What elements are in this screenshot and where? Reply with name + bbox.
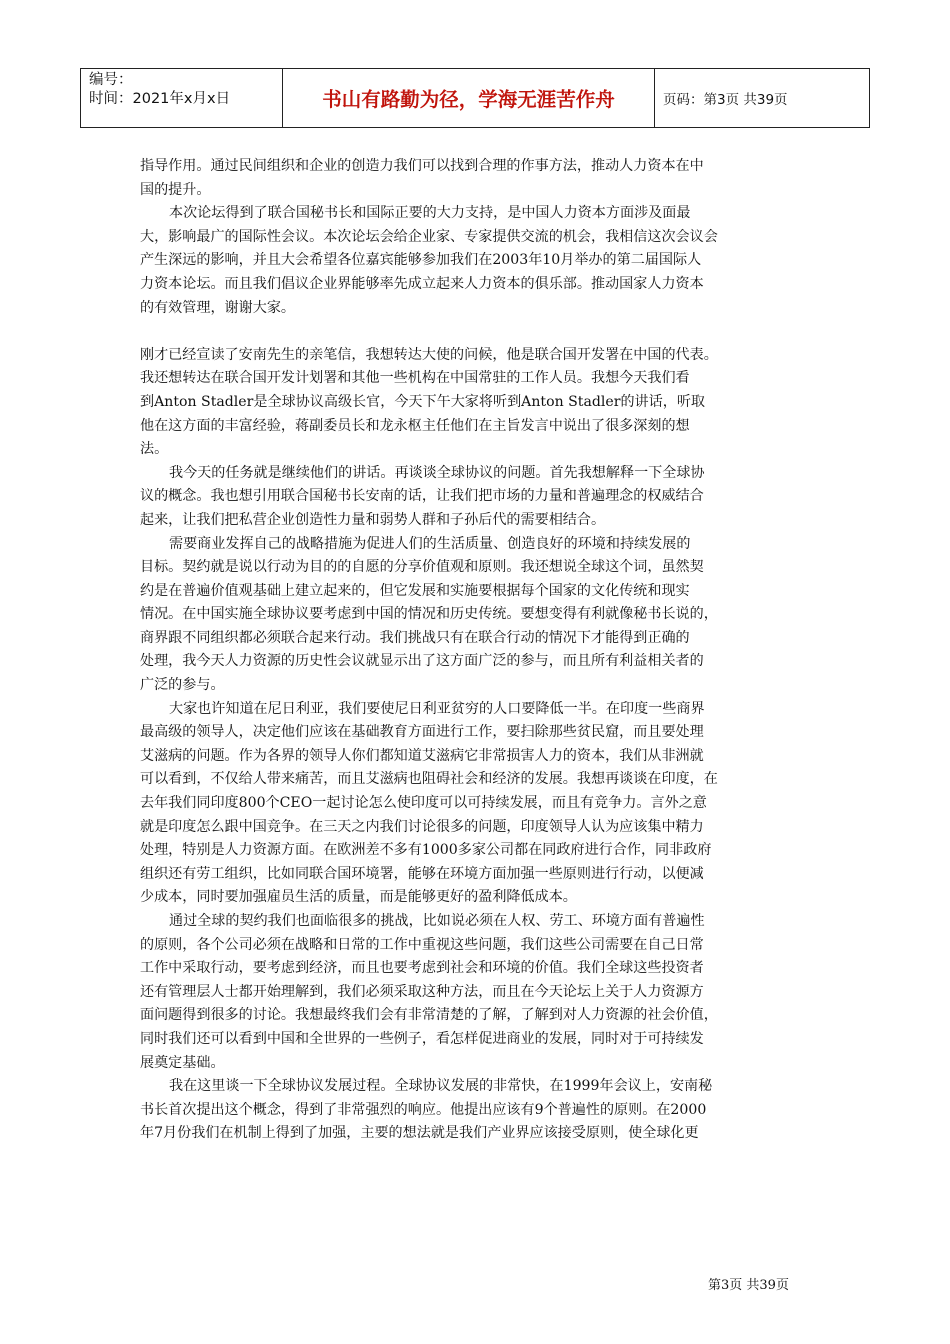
text-line: 刚才已经宣读了安南先生的亲笔信，我想转达大使的问候，他是联合国开发署在中国的代表。 <box>140 346 718 363</box>
text-line: 就是印度怎么跟中国竞争。在三天之内我们讨论很多的问题，印度领导人认为应该集中精力 <box>140 818 704 835</box>
text-line: 还有管理层人士都开始理解到，我们必须采取这种方法，而且在今天论坛上关于人力资源方 <box>140 983 704 1000</box>
text-line: 少成本，同时要加强雇员生活的质量，而是能够更好的盈利降低成本。 <box>140 889 577 906</box>
text-line: 大，影响最广的国际性会议。本次论坛会给企业家、专家提供交流的机会，我相信这次会议会 <box>140 228 718 245</box>
text-line: 面问题得到很多的讨论。我想最终我们会有非常清楚的了解，了解到对人力资源的社会价值， <box>140 1007 718 1024</box>
header-page-number: 页码：第3页 共39页 <box>663 92 788 108</box>
text-line: 可以看到，不仅给人带来痛苦，而且艾滋病也阻碍社会和经济的发展。我想再谈谈在印度，在 <box>140 771 718 788</box>
text-line: 去年我们同印度800个CEO一起讨论怎么使印度可以可持续发展，而且有竞争力。言外之意 <box>140 795 707 812</box>
text-line: 工作中采取行动，要考虑到经济，而且也要考虑到社会和环境的价值。我们全球这些投资者 <box>140 960 704 977</box>
text-line: 国的提升。 <box>140 181 211 198</box>
text-line: 起来，让我们把私营企业创造性力量和弱势人群和子孙后代的需要相结合。 <box>140 511 606 528</box>
text-line: 目标。契约就是说以行动为目的的自愿的分享价值观和原则。我还想说全球这个词，虽然契 <box>140 559 704 576</box>
blank-line <box>140 320 812 344</box>
text-line: 产生深远的影响，并且大会希望各位嘉宾能够参加我们在2003年10月举办的第二届国际人 <box>140 252 702 269</box>
text-line: 书长首次提出这个概念，得到了非常强烈的响应。他提出应该有9个普遍性的原则。在2000 <box>140 1101 707 1118</box>
text-line: 我还想转达在联合国开发计划署和其他一些机构在中国常驻的工作人员。我想今天我们看 <box>140 370 690 387</box>
date-label: 时间：2021年x月x日 <box>89 91 231 107</box>
text-line: 我今天的任务就是继续他们的讲话。再谈谈全球协议的问题。首先我想解释一下全球协 <box>169 464 705 481</box>
text-line: 指导作用。通过民间组织和企业的创造力我们可以找到合理的作事方法，推动人力资本在中 <box>140 158 704 174</box>
text-line: 本次论坛得到了联合国秘书长和国际正要的大力支持，是中国人力资本方面涉及面最 <box>169 205 691 222</box>
text-line: 处理，我今天人力资源的历史性会议就显示出了这方面广泛的参与，而且所有利益相关者的 <box>140 653 704 670</box>
text-line: 大家也许知道在尼日利亚，我们要使尼日利亚贫穷的人口要降低一半。在印度一些商界 <box>169 700 705 717</box>
text-line: 他在这方面的丰富经验，蒋副委员长和龙永枢主任他们在主旨发言中说出了很多深刻的想 <box>140 417 690 434</box>
text-line: 艾滋病的问题。作为各界的领导人你们都知道艾滋病它非常损害人力的资本，我们从非洲就 <box>140 747 704 764</box>
serial-number-label: 编号： <box>89 72 133 88</box>
text-line: 最高级的领导人，决定他们应该在基础教育方面进行工作，要扫除那些贫民窟，而且要处理 <box>140 724 704 741</box>
page-header <box>80 68 870 128</box>
text-line: 的有效管理，谢谢大家。 <box>140 299 296 316</box>
text-line: 年7月份我们在机制上得到了加强，主要的想法就是我们产业界应该接受原则，使全球化更 <box>140 1125 699 1142</box>
text-line: 需要商业发挥自己的战略措施为促进人们的生活质量、创造良好的环境和持续发展的 <box>169 535 691 552</box>
text-line: 情况。在中国实施全球协议要考虑到中国的情况和历史传统。要想变得有利就像秘书长说的， <box>140 606 718 623</box>
text-line: 商界跟不同组织都必须联合起来行动。我们挑战只有在联合行动的情况下才能得到正确的 <box>140 629 690 646</box>
text-line: 组织还有劳工组织，比如同联合国环境署，能够在环境方面加强一些原则进行行动，以便减 <box>140 865 704 882</box>
text-line: 处理，特别是人力资源方面。在欧洲差不多有1000多家公司都在同政府进行合作，同非政府 <box>140 842 712 859</box>
text-line: 法。 <box>140 441 169 458</box>
footer-page-number: 第3页 共39页 <box>708 1278 789 1293</box>
text-line: 展奠定基础。 <box>140 1054 225 1071</box>
text-line: 通过全球的契约我们也面临很多的挑战，比如说必须在人权、劳工、环境方面有普遍性 <box>169 913 705 929</box>
text-line: 广泛的参与。 <box>140 677 225 694</box>
document-body <box>140 155 812 1146</box>
text-line: 议的概念。我也想引用联合国秘书长安南的话，让我们把市场的力量和普遍理念的权威结合 <box>140 488 704 505</box>
text-line: 到Anton Stadler是全球协议高级长官，今天下午大家将听到Anton Stadler的讲话，听取 <box>140 393 706 410</box>
text-line: 的原则，各个公司必须在战略和日常的工作中重视这些问题，我们这些公司需要在自己日常 <box>140 936 704 953</box>
text-line: 力资本论坛。而且我们倡议企业界能够率先成立起来人力资本的俱乐部。推动国家人力资本 <box>140 275 704 292</box>
text-line: 约是在普遍价值观基础上建立起来的，但它发展和实施要根据每个国家的文化传统和现实 <box>140 582 690 599</box>
header-motto: 书山有路勤为径，学海无涯苦作舟 <box>283 69 655 127</box>
header-meta <box>81 69 283 127</box>
text-line: 我在这里谈一下全球协议发展过程。全球协议发展的非常快，在1999年会议上，安南秘 <box>169 1078 713 1095</box>
text-line: 同时我们还可以看到中国和全世界的一些例子，看怎样促进商业的发展，同时对于可持续发 <box>140 1030 704 1047</box>
